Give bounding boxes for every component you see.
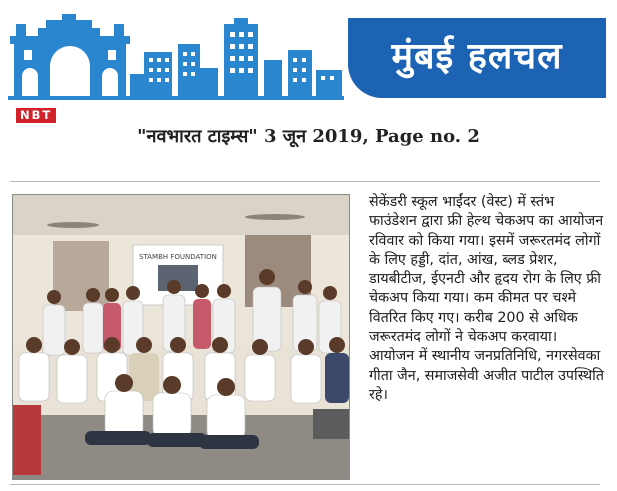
section-title: मुंबई हलचल [391,36,563,77]
divider-top [10,181,600,182]
divider-bottom [10,484,600,485]
nbt-logo: NBT [16,108,56,123]
city-skyline-illustration [8,14,344,100]
publication-dateline: "नवभारत टाइम्स" 3 जून 2019, Page no. 2 [137,126,480,147]
event-group-photo [12,194,350,480]
group-photo-illustration [13,195,349,479]
section-banner [348,18,606,98]
photo-banner-text: STAMBH FOUNDATION [139,253,217,261]
article-body: सेकेंडरी स्कूल भाईंदर (वेस्ट) में स्तंभ फाउंडेशन द्वारा फ्री हेल्थ चेकअप का आयोजन रविवार को किया गया। इसमें जरूरतमंद लोगों के लिए हड्डी, दांत, आंख, ब्लड प्रेशर, डायबीटीज, ईएनटी और हृदय रोग के लिए फ्री चेकअप किया गया। कम कीमत पर चश्मे वितरित किए गए। करीब 200 से अधिक जरूरतमंद लोगों ने चेकअप करवाया। आयोजन में स्थानीय जनप्रतिनिधि, नगरसेवका गीता जैन, समाजसेवी अजीत पाटील उपस्थिति रहे। [369,194,604,403]
